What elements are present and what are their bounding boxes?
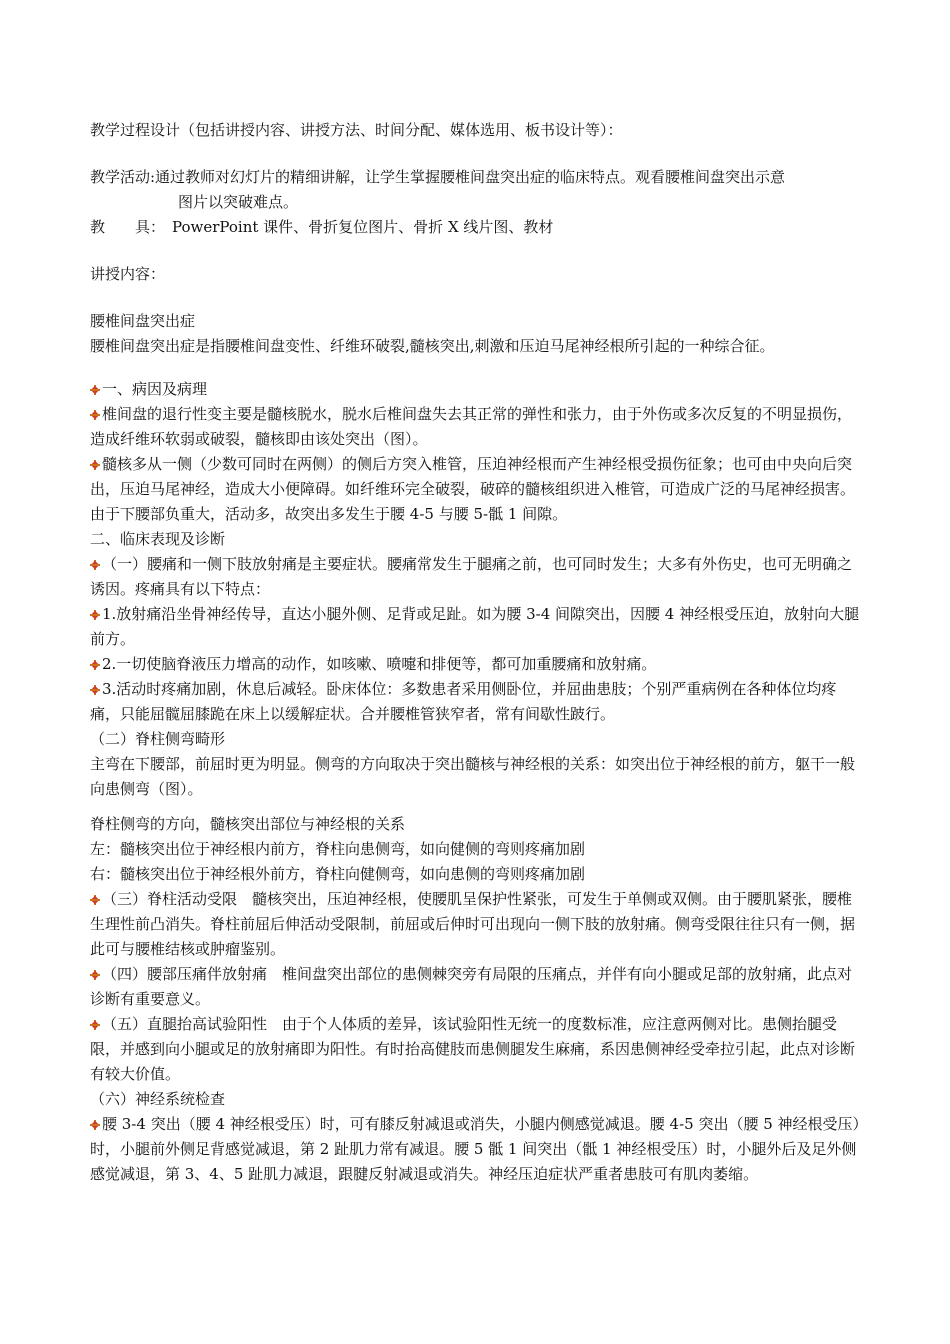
section1-paragraph-1: 椎间盘的退行性变主要是髓核脱水，脱水后椎间盘失去其正常的弹性和张力，由于外伤或多次反复的不明显损伤，造成纤维环软弱或破裂，髓核即由该处突出（图）。	[90, 405, 853, 448]
teaching-tools-value: PowerPoint 课件、骨折复位图片、骨折 X 线片图、教材	[172, 218, 554, 236]
diamond-bullet-icon	[90, 660, 100, 670]
section2-item-4: （四）腰部压痛伴放射痛 椎间盘突出部位的患侧棘突旁有局限的压痛点，并伴有向小腿或足部的放射痛，此点对诊断有重要意义。	[90, 965, 853, 1008]
section2-item-6-paragraph: 腰 3-4 突出（腰 4 神经根受压）时，可有膝反射减退或消失，小腿内侧感觉减退。腰 4-5 突出（腰 5 神经根受压）时，小腿前外侧足背感觉减退，第 2 趾肌力常有减退。腰 5 骶 1 间突出（骶 1 神经根受压）时，小腿外后及足外侧感觉减退，第 3、4、5 趾肌力减退，跟腱反射减退或消失。神经压迫症状严重者患肢可有肌肉萎缩。	[90, 1115, 861, 1183]
teaching-tools	[90, 215, 862, 240]
section2-item-1-point-3: 3.活动时疼痛加剧，休息后减轻。卧床体位：多数患者采用侧卧位，并屈曲患肢；个别严重病例在各种体位均疼痛，只能屈髋屈膝跪在床上以缓解症状。合并腰椎管狭窄者，常有间歇性跛行。	[90, 680, 837, 723]
diamond-bullet-icon	[90, 410, 100, 420]
diamond-bullet-icon	[90, 1120, 100, 1130]
section2-item-1-point-2: 2.一切使脑脊液压力增高的动作，如咳嗽、喷嚏和排便等，都可加重腰痛和放射痛。	[90, 652, 862, 677]
scoliosis-relation-title: 脊柱侧弯的方向，髓核突出部位与神经根的关系	[90, 815, 406, 833]
teaching-tools-label: 教 具：	[90, 218, 166, 236]
section2-item-5: （五）直腿抬高试验阳性 由于个人体质的差异，该试验阳性无统一的度数标准，应注意两侧对比。患侧抬腿受限，并感到向小腿或足的放射痛即为阳性。有时抬高健肢而患侧腿发生麻痛，系因患侧神经受牵拉引起，此点对诊断有较大价值。	[90, 1015, 856, 1083]
section2-heading: 二、临床表现及诊断	[90, 530, 226, 548]
section2-item-2-heading: （二）脊柱侧弯畸形	[90, 730, 226, 748]
diamond-bullet-icon	[90, 460, 100, 470]
document-page	[90, 118, 862, 1187]
diamond-bullet-icon	[90, 1020, 100, 1030]
diamond-bullet-icon	[90, 970, 100, 980]
section2-item-6-heading: （六）神经系统检查	[90, 1090, 226, 1108]
section1-heading: 一、病因及病理	[90, 377, 862, 402]
topic-title: 腰椎间盘突出症	[90, 312, 196, 330]
section2-item-1: （一）腰痛和一侧下肢放射痛是主要症状。腰痛常发生于腿痛之前，也可同时发生；大多有外伤史，也可无明确之诱因。疼痛具有以下特点：	[90, 555, 853, 598]
section2-item-1-point-1: 1.放射痛沿坐骨神经传导，直达小腿外侧、足背或足趾。如为腰 3-4 间隙突出，因腰 4 神经根受压迫，放射向大腿前方。	[90, 605, 860, 648]
section2-item-2-paragraph: 主弯在下腰部，前屈时更为明显。侧弯的方向取决于突出髓核与神经根的关系：如突出位于神经根的前方，躯干一般向患侧弯（图）。	[90, 755, 856, 798]
process-design-heading: 教学过程设计（包括讲授内容、讲授方法、时间分配、媒体选用、板书设计等）：	[90, 121, 623, 139]
scoliosis-relation-right: 右：髓核突出位于神经根外前方，脊柱向健侧弯，如向患侧的弯则疼痛加剧	[90, 865, 586, 883]
diamond-bullet-icon	[90, 610, 100, 620]
diamond-bullet-icon	[90, 560, 100, 570]
diamond-bullet-icon	[90, 685, 100, 695]
diamond-bullet-icon	[90, 895, 100, 905]
section1-paragraph-2: 髓核多从一侧（少数可同时在两侧）的侧后方突入椎管，压迫神经根而产生神经根受损伤征象；也可由中央向后突出，压迫马尾神经，造成大小便障碍。如纤维环完全破裂，破碎的髓核组织进入椎管，可造成广泛的马尾神经损害。由于下腰部负重大，活动多，故突出多发生于腰 4-5 与腰 5-骶 1 间隙。	[90, 455, 856, 523]
teaching-activity-line-1: 教学活动:通过教师对幻灯片的精细讲解，让学生掌握腰椎间盘突出症的临床特点。观看腰椎间盘突出示意	[90, 168, 786, 186]
scoliosis-relation-left: 左：髓核突出位于神经根内前方，脊柱向患侧弯，如向健侧的弯则疼痛加剧	[90, 840, 586, 858]
section2-item-3: （三）脊柱活动受限 髓核突出，压迫神经根，使腰肌呈保护性紧张，可发生于单侧或双侧。由于腰肌紧张，腰椎生理性前凸消失。脊柱前屈后伸活动受限制，前屈或后伸时可出现向一侧下肢的放射痛。侧弯受限往往只有一侧，据此可与腰椎结核或肿瘤鉴别。	[90, 890, 856, 958]
teaching-activity-line-2: 图片以突破难点。	[178, 193, 299, 211]
diamond-bullet-icon	[90, 385, 100, 395]
content-heading: 讲授内容：	[90, 265, 166, 283]
topic-definition: 腰椎间盘突出症是指腰椎间盘变性、纤维环破裂,髓核突出,刺激和压迫马尾神经根所引起的一种综合征。	[90, 337, 775, 355]
